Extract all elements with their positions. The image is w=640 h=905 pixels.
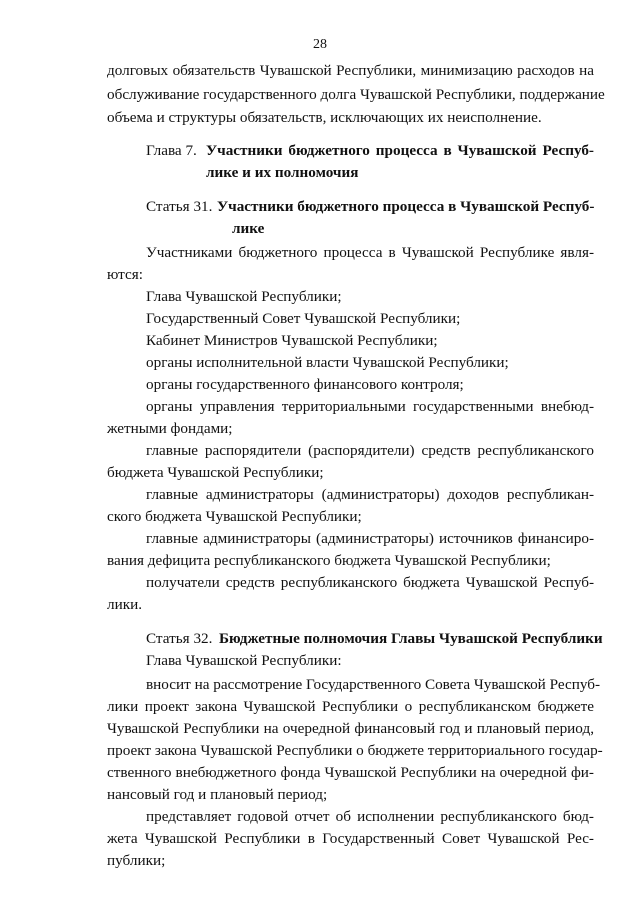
article-32-number: Статья 32. [146,630,213,647]
article-31-list-item: органы управления территориальными государственными внебюд- [146,398,594,415]
article-31-line: ются: [107,266,143,283]
article-31-list-item-continued: ского бюджета Чувашской Республики; [107,508,362,525]
article-31-number: Статья 31. [146,198,213,215]
article-32-line: нансовый год и плановый период; [107,786,328,803]
page-number: 28 [313,37,327,52]
article-32-line: Чувашской Республики на очередной финансовый год и плановый период, [107,720,594,737]
article-31-list-item: главные распорядители (распорядители) средств республиканского [146,442,594,459]
article-31-title: Участники бюджетного процесса в Чувашской Респуб- [217,198,595,215]
intro-line: обслуживание государственного долга Чувашской Республики, поддержание [107,86,605,103]
intro-line: объема и структуры обязательств, исключающих их неисполнение. [107,109,542,126]
article-32-title: Бюджетные полномочия Главы Чувашской Республики [219,630,603,647]
article-32-line: вносит на рассмотрение Государственного Совета Чувашской Респуб- [146,676,601,693]
intro-line: долговых обязательств Чувашской Республики, минимизацию расходов на [107,62,594,79]
article-32-line: проект закона Чувашской Республики о бюджете территориального государ- [107,742,603,759]
article-32-line: Глава Чувашской Республики: [146,652,342,669]
article-32-line: жета Чувашской Республики в Государственный Совет Чувашской Рес- [107,830,594,847]
article-32-line: представляет годовой отчет об исполнении республиканского бюд- [146,808,594,825]
article-32-line: лики проект закона Чувашской Республики о республиканском бюджете [107,698,594,715]
article-31-list-item: главные администраторы (администраторы) источников финансиро- [146,530,594,547]
article-31-list-item: органы исполнительной власти Чувашской Республики; [146,354,509,371]
article-31-list-item-continued: жетными фондами; [107,420,233,437]
article-31-list-item-continued: бюджета Чувашской Республики; [107,464,324,481]
article-32-line: публики; [107,852,166,869]
article-31-list-item-continued: вания дефицита республиканского бюджета Чувашской Республики; [107,552,551,569]
article-31-line: Участниками бюджетного процесса в Чувашской Республике явля- [146,244,594,261]
article-31-list-item: Государственный Совет Чувашской Республики; [146,310,461,327]
article-32-line: ственного внебюджетного фонда Чувашской Республики на очередной фи- [107,764,594,781]
article-31-list-item: получатели средств республиканского бюджета Чувашской Респуб- [146,574,594,591]
chapter-number: Глава 7. [146,142,197,159]
article-31-list-item-continued: лики. [107,596,143,613]
chapter-title-continued: лике и их полномочия [206,164,359,181]
chapter-title: Участники бюджетного процесса в Чувашской Респуб- [206,142,594,159]
article-31-list-item: главные администраторы (администраторы) доходов республикан- [146,486,594,503]
article-31-list-item: Кабинет Министров Чувашской Республики; [146,332,438,349]
article-31-list-item: органы государственного финансового контроля; [146,376,464,393]
article-31-title-continued: лике [232,220,265,237]
article-31-list-item: Глава Чувашской Республики; [146,288,342,305]
